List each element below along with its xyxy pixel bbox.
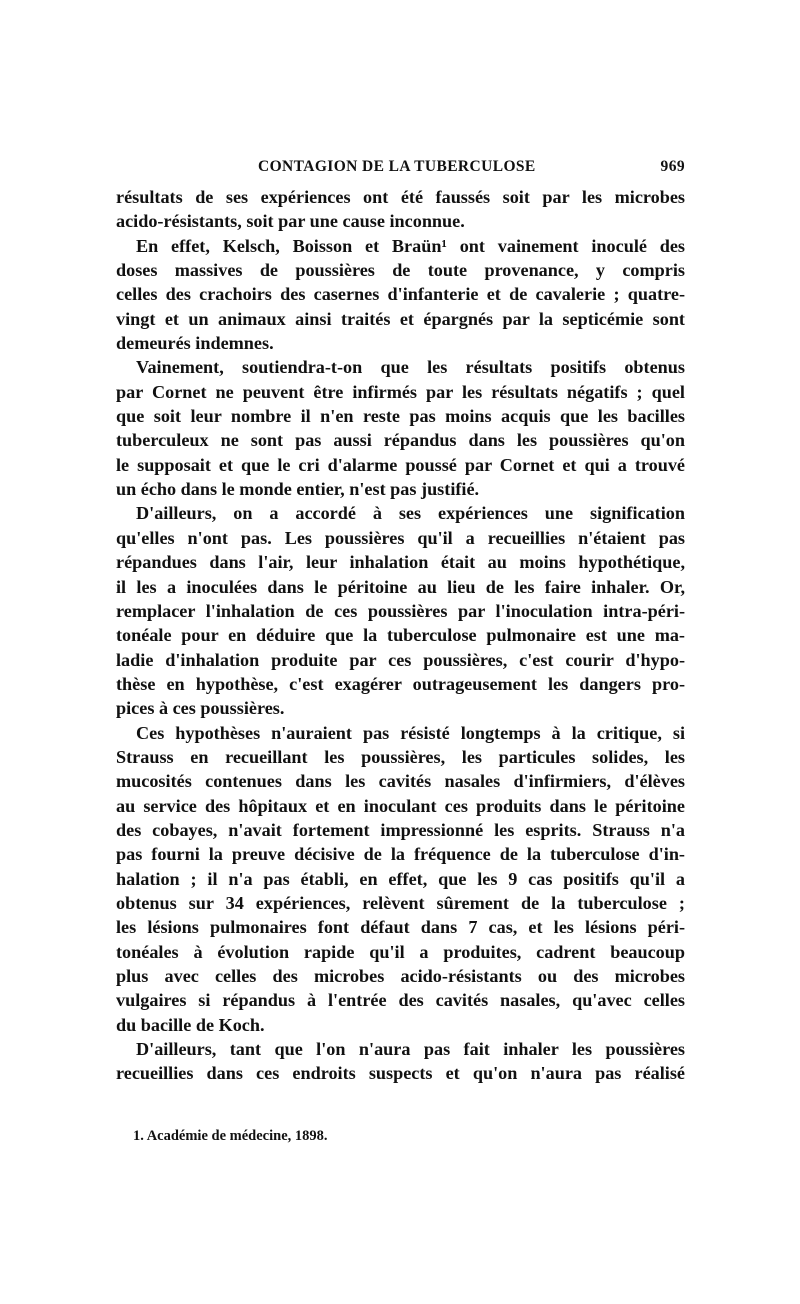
text-line: pices à ces poussières. bbox=[116, 698, 285, 719]
text-line: un écho dans le monde entier, n'est pas justifié. bbox=[116, 479, 480, 500]
text-line: répandues dans l'air, leur inhalation était au moins hypothétique, bbox=[116, 552, 685, 573]
text-line: tonéale pour en déduire que la tuberculose pulmonaire est une ma- bbox=[116, 625, 685, 646]
text-line: au service des hôpitaux et en inoculant ces produits dans le péritoine bbox=[116, 795, 685, 816]
text-line: les lésions pulmonaires font défaut dans 7 cas, et les lésions péri- bbox=[116, 917, 685, 938]
footnote: 1. Académie de médecine, 1898. bbox=[133, 1128, 328, 1144]
text-line: halation ; il n'a pas établi, en effet, que les 9 cas positifs qu'il a bbox=[116, 868, 685, 889]
body-text bbox=[116, 185, 685, 1086]
text-line: tonéales à évolution rapide qu'il a produites, cadrent beaucoup bbox=[116, 941, 685, 962]
text-line: Vainement, soutiendra-t-on que les résultats positifs obtenus bbox=[136, 357, 685, 378]
text-line: Ces hypothèses n'auraient pas résisté longtemps à la critique, si bbox=[136, 722, 685, 743]
text-line: vingt et un animaux ainsi traités et épargnés par la septicémie sont bbox=[116, 308, 685, 329]
text-line: doses massives de poussières de toute provenance, y compris bbox=[116, 260, 685, 281]
text-line: pas fourni la preuve décisive de la fréquence de la tuberculose d'in- bbox=[116, 844, 685, 865]
text-line: tuberculeux ne sont pas aussi répandus dans les poussières qu'on bbox=[116, 430, 685, 451]
text-line: recueillies dans ces endroits suspects et qu'on n'aura pas réalisé bbox=[116, 1063, 685, 1084]
text-line: mucosités contenues dans les cavités nasales d'infirmiers, d'élèves bbox=[116, 771, 685, 792]
text-line: remplacer l'inhalation de ces poussières par l'inoculation intra-péri- bbox=[116, 600, 685, 621]
text-line: thèse en hypothèse, c'est exagérer outrageusement les dangers pro- bbox=[116, 673, 685, 694]
text-line: celles des crachoirs des casernes d'infanterie et de cavalerie ; quatre- bbox=[116, 284, 685, 305]
text-line: Strauss en recueillant les poussières, les particules solides, les bbox=[116, 746, 685, 767]
running-title: CONTAGION DE LA TUBERCULOSE bbox=[258, 158, 536, 175]
text-line: obtenus sur 34 expériences, relèvent sûrement de la tuberculose ; bbox=[116, 892, 685, 913]
text-line: du bacille de Koch. bbox=[116, 1014, 265, 1035]
text-line: des cobayes, n'avait fortement impressionné les esprits. Strauss n'a bbox=[116, 819, 685, 840]
text-line: demeurés indemnes. bbox=[116, 333, 274, 354]
text-line: En effet, Kelsch, Boisson et Braün¹ ont vainement inoculé des bbox=[136, 235, 685, 256]
text-line: il les a inoculées dans le péritoine au lieu de les faire inhaler. Or, bbox=[116, 576, 685, 597]
running-header bbox=[116, 158, 685, 182]
text-line: acido-résistants, soit par une cause inconnue. bbox=[116, 211, 465, 232]
text-line: vulgaires si répandus à l'entrée des cavités nasales, qu'avec celles bbox=[116, 990, 685, 1011]
text-line: plus avec celles des microbes acido-résistants ou des microbes bbox=[116, 966, 685, 986]
text-line: par Cornet ne peuvent être infirmés par les résultats négatifs ; quel bbox=[116, 381, 685, 402]
text-line: qu'elles n'ont pas. Les poussières qu'il a recueillies n'étaient pas bbox=[116, 527, 685, 548]
text-line: résultats de ses expériences ont été faussés soit par les microbes bbox=[116, 187, 685, 207]
text-line: le supposait et que le cri d'alarme poussé par Cornet et qui a trouvé bbox=[116, 454, 685, 475]
page-number: 969 bbox=[660, 158, 685, 175]
text-line: D'ailleurs, on a accordé à ses expériences une signification bbox=[136, 503, 685, 524]
text-line: D'ailleurs, tant que l'on n'aura pas fait inhaler les poussières bbox=[136, 1039, 685, 1060]
text-line: ladie d'inhalation produite par ces poussières, c'est courir d'hypo- bbox=[116, 649, 685, 670]
text-line: que soit leur nombre il n'en reste pas moins acquis que les bacilles bbox=[116, 406, 685, 427]
